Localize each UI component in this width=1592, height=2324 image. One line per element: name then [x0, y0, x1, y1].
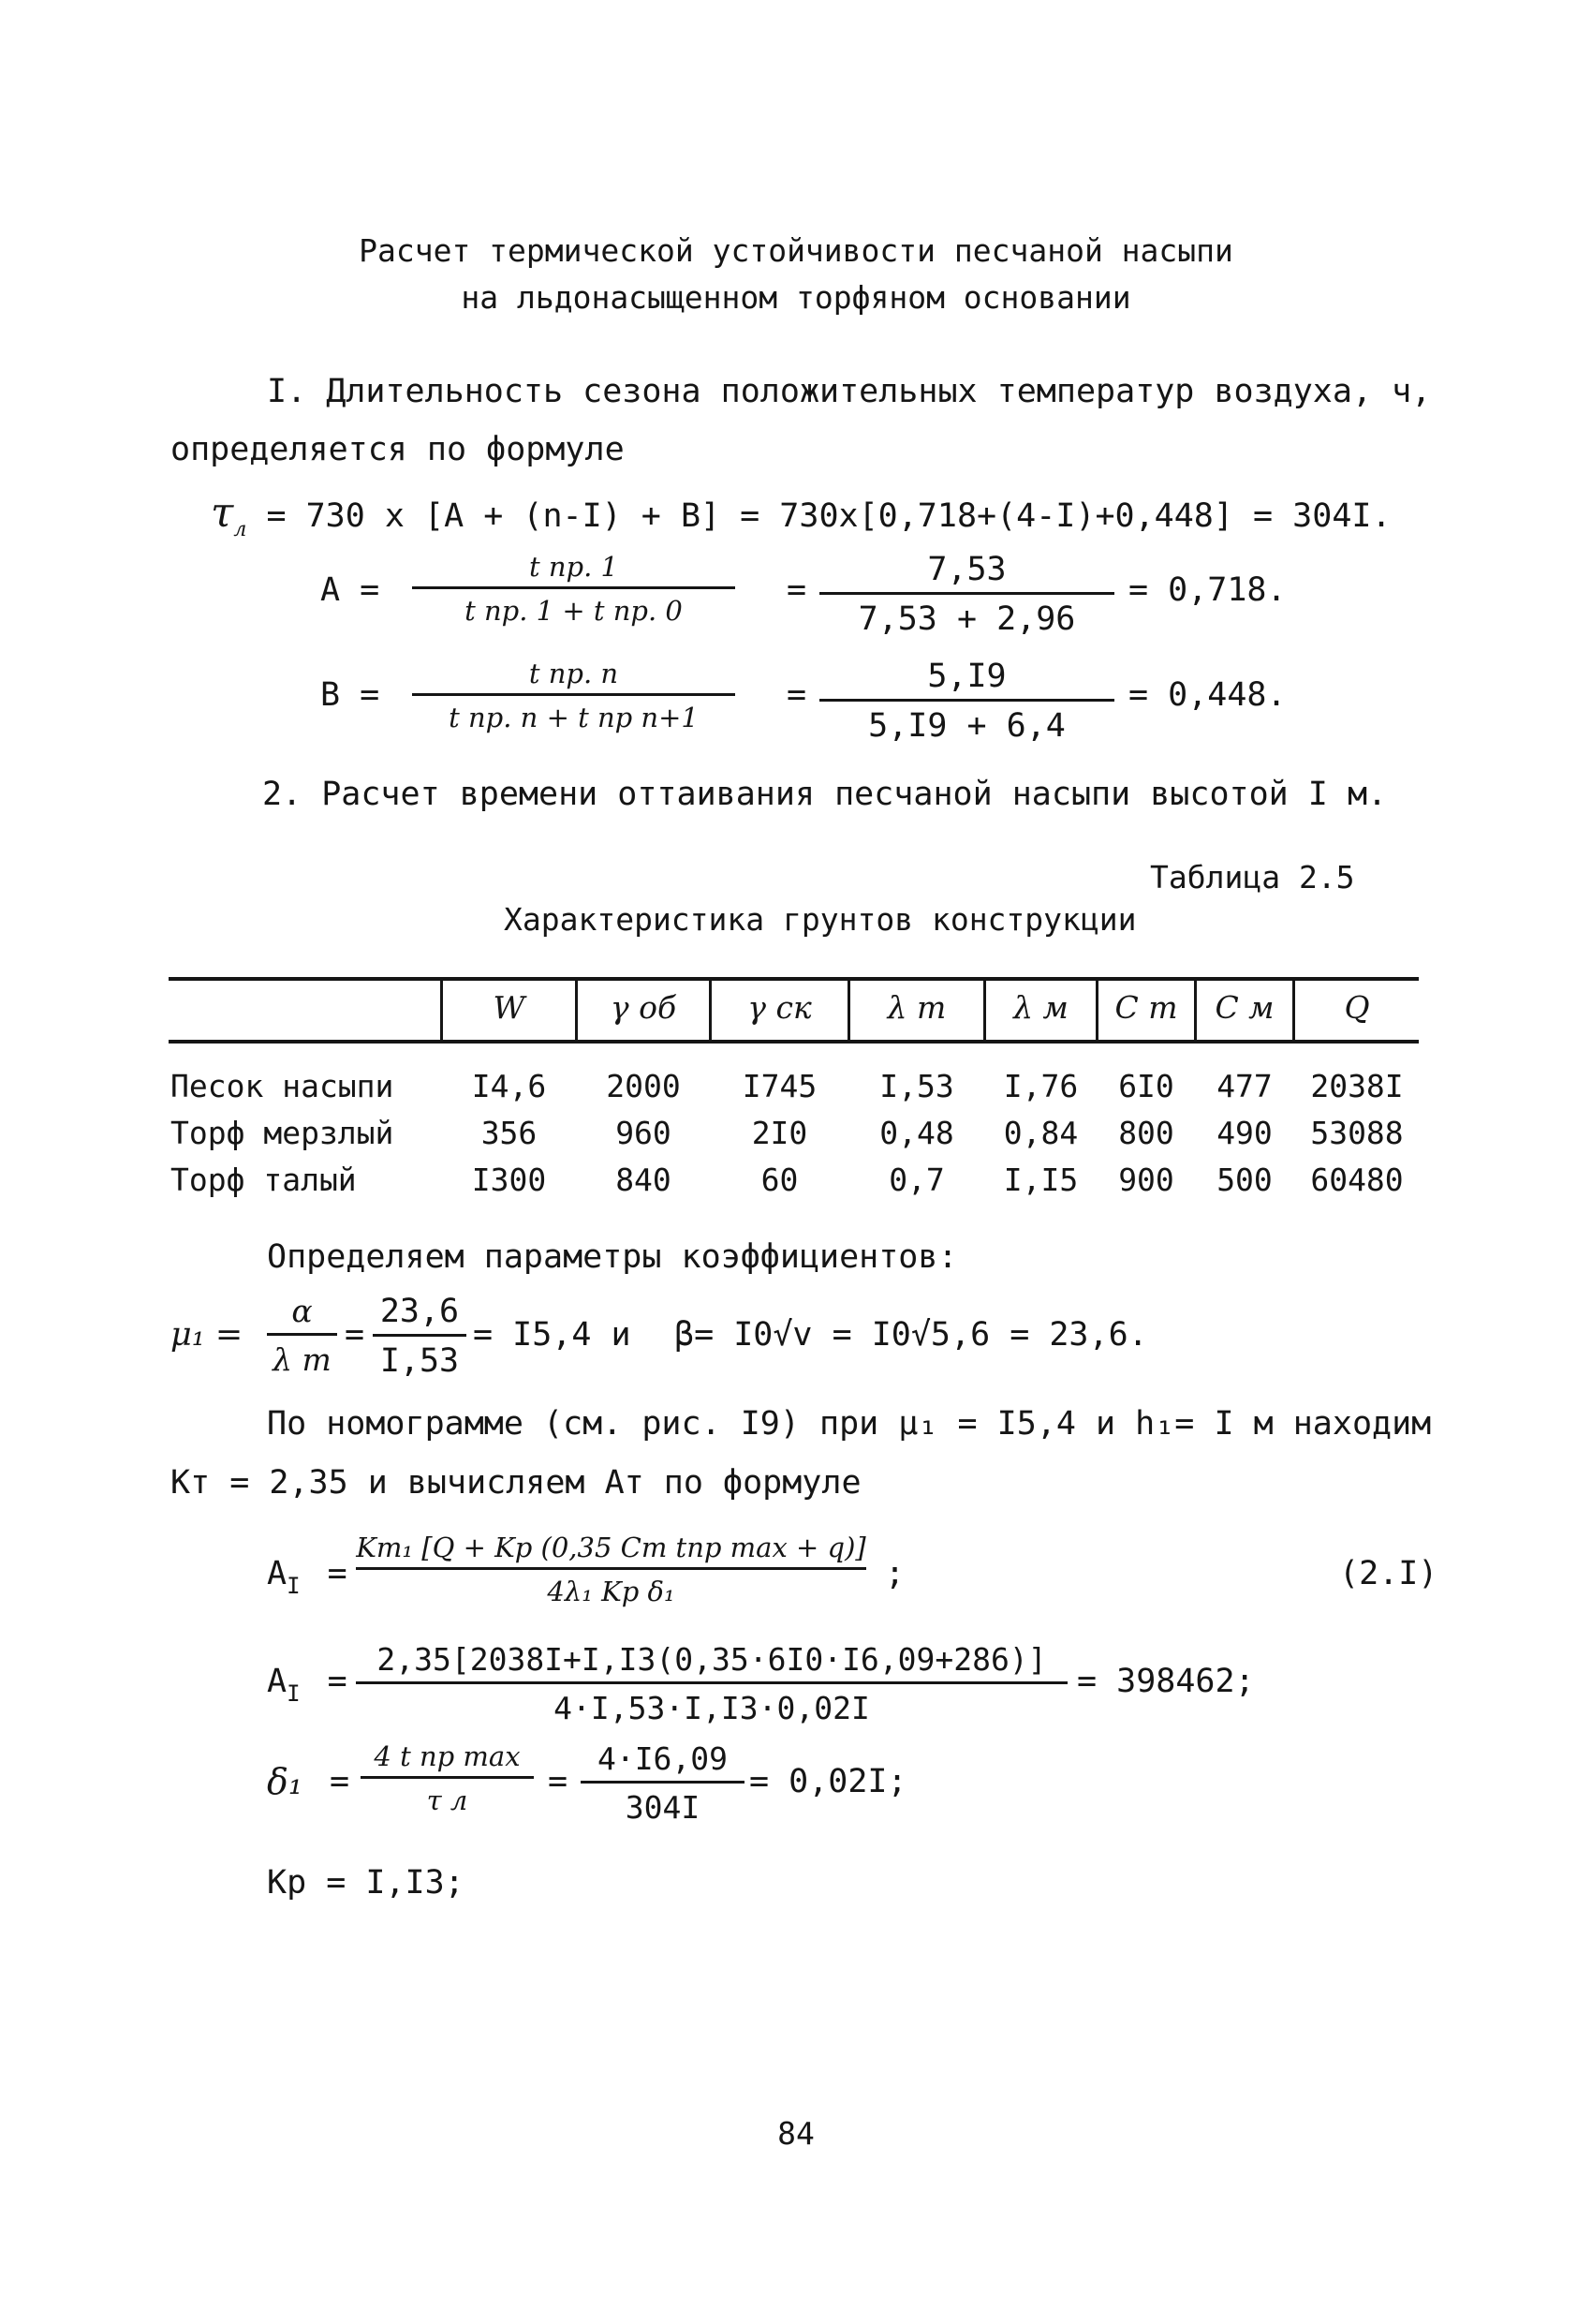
B-fraction-numeric: [819, 658, 1114, 745]
A1b-symbol: A: [267, 1663, 287, 1700]
table-cell: 2I0: [751, 1115, 808, 1151]
beta-formula: β= I0√v = I0√5,6 = 23,6.: [674, 1316, 1148, 1354]
A1-equals: =: [327, 1555, 347, 1592]
table-cell: 840: [615, 1162, 671, 1198]
delta-numerator-value: 4·I6,09: [597, 1740, 729, 1777]
A-numerator: t пр. 1: [528, 551, 618, 583]
table-header-cell: W: [493, 989, 525, 1026]
title-line-2: на льдонасыщенном торфяном основании: [461, 279, 1131, 316]
nomogram-line2: Kт = 2,35 и вычисляем Aт по формуле: [170, 1464, 862, 1502]
table-cell: 356: [480, 1115, 538, 1151]
A-denominator-value: 7,53 + 2,96: [858, 600, 1076, 638]
table-header-cell: λ т: [887, 989, 947, 1026]
B-equals: =: [787, 676, 807, 714]
table-cell: 477: [1216, 1068, 1273, 1104]
A1b-numerator: 2,35[2038I+I,I3(0,35·6I0·I6,09+286)]: [376, 1641, 1047, 1678]
B-fraction-symbolic: [412, 658, 735, 733]
A-numerator-value: 7,53: [927, 551, 1007, 588]
B-denominator-value: 5,I9 + 6,4: [868, 707, 1066, 745]
table-header-rule: [169, 1040, 1419, 1044]
tau-subscript: л: [233, 518, 247, 541]
tau-symbol: τ: [211, 489, 234, 537]
table-header-cell: γ ск: [747, 989, 812, 1026]
table-cell: 800: [1118, 1115, 1174, 1151]
section1-line1: I. Длительность сезона положительных температур воздуха, ч,: [267, 373, 1432, 410]
A-fraction-symbolic: [412, 551, 735, 627]
B-numerator: t пр. n: [528, 658, 619, 689]
table-cell: I300: [471, 1162, 547, 1198]
table-header-cell: γ об: [610, 989, 677, 1026]
A1-semicolon: ;: [885, 1555, 906, 1592]
mu-equals: =: [345, 1316, 365, 1354]
A1-numerator: Kт₁ [Q + Kр (0,35 Cт tпр max + q)]: [356, 1532, 866, 1563]
B-result: = 0,448.: [1128, 676, 1287, 714]
table-header-cell: λ м: [1013, 989, 1069, 1026]
table-row-name: Торф талый: [170, 1162, 357, 1198]
page-number: 84: [777, 2115, 815, 2152]
A1b-denominator: 4·I,53·I,I3·0,02I: [553, 1690, 870, 1726]
mu-denominator: λ т: [273, 1341, 332, 1378]
table-header-cell: C м: [1215, 989, 1275, 1026]
params-intro: Определяем параметры коэффициентов:: [267, 1238, 958, 1276]
title-line-1: Расчет термической устойчивости песчаной насыпи: [359, 232, 1233, 269]
mu-fraction-symbolic: [267, 1293, 337, 1378]
table-number: Таблица 2.5: [1150, 859, 1355, 896]
table-cell: 490: [1216, 1115, 1273, 1151]
A1b-result: = 398462;: [1077, 1663, 1255, 1700]
A-denominator: t пр. 1 + t пр. 0: [464, 595, 683, 627]
equation-number: (2.I): [1339, 1555, 1438, 1592]
mu-numerator: α: [291, 1293, 313, 1329]
table-cell: 60: [760, 1162, 799, 1198]
B-numerator-value: 5,I9: [927, 658, 1007, 695]
A1b-fraction-numeric: [356, 1641, 1068, 1726]
mu-numerator-value: 23,6: [379, 1293, 460, 1330]
table-cell: 0,7: [889, 1162, 945, 1198]
table-cell: 500: [1216, 1162, 1273, 1198]
delta-fraction-symbolic: [361, 1740, 534, 1816]
table-caption: Характеристика грунтов конструкции: [504, 901, 1137, 938]
A1-subscript: I: [287, 1573, 301, 1599]
section2-heading: 2. Расчет времени оттаивания песчаной насыпи высотой I м.: [262, 776, 1388, 813]
A1-fraction-symbolic: [356, 1532, 866, 1607]
kp-value: Kр = I,I3;: [267, 1864, 464, 1902]
A1-symbol: A: [267, 1555, 287, 1592]
delta-equals-2: =: [548, 1763, 568, 1800]
delta-equals: =: [330, 1763, 350, 1800]
table-cell: 900: [1118, 1162, 1174, 1198]
tau-expression: = 730 x [A + (n-I) + B] = 730x[0,718+(4-I)+0,448] = 304I.: [266, 497, 1392, 535]
delta-result: = 0,02I;: [749, 1763, 907, 1800]
table-cell: 0,48: [879, 1115, 954, 1151]
table-cell: I,76: [1003, 1068, 1079, 1104]
A1-denominator: 4λ₁ Kр δ₁: [547, 1576, 675, 1607]
table-cell: 6I0: [1118, 1068, 1174, 1104]
delta-denominator: τ л: [426, 1784, 468, 1816]
A-result: = 0,718.: [1128, 571, 1287, 609]
table-cell: I4,6: [471, 1068, 547, 1104]
table-cell: 60480: [1310, 1162, 1404, 1198]
table-row-name: Песок насыпи: [170, 1068, 394, 1104]
A1b-equals: =: [327, 1663, 347, 1700]
table-top-rule: [169, 977, 1419, 981]
mu-result: = I5,4 и: [473, 1316, 631, 1354]
mu-denominator-value: I,53: [379, 1342, 460, 1380]
table-header-cell: C т: [1114, 989, 1178, 1026]
B-denominator: t пр. n + t пр n+1: [449, 702, 699, 733]
table-cell: I,I5: [1003, 1162, 1079, 1198]
mu-fraction-numeric: [373, 1293, 466, 1380]
table-cell: 2000: [606, 1068, 681, 1104]
table-header-cell: Q: [1344, 989, 1370, 1026]
mu-label: μ₁ =: [170, 1316, 243, 1354]
delta-fraction-numeric: [581, 1740, 744, 1826]
A-equals: =: [787, 571, 807, 609]
section1-line2: определяется по формуле: [170, 431, 625, 468]
A1b-subscript: I: [287, 1680, 301, 1707]
delta-label: δ₁: [267, 1761, 303, 1802]
A-label: A =: [320, 571, 380, 609]
table-cell: I,53: [879, 1068, 954, 1104]
A1-label: [267, 1555, 347, 1599]
table-cell: I745: [742, 1068, 818, 1104]
table-cell: 0,84: [1003, 1115, 1079, 1151]
tau-formula: [211, 489, 1392, 541]
delta-denominator-value: 304I: [625, 1789, 700, 1826]
B-label: B =: [320, 676, 380, 714]
A-fraction-numeric: [819, 551, 1114, 638]
table-cell: 960: [615, 1115, 671, 1151]
table-row-name: Торф мерзлый: [170, 1115, 394, 1151]
table-cell: 2038I: [1310, 1068, 1404, 1104]
A1b-label: [267, 1663, 347, 1707]
table-cell: 53088: [1310, 1115, 1404, 1151]
nomogram-line1: По номограмме (см. рис. I9) при μ₁ = I5,4 и h₁= I м находим: [267, 1405, 1432, 1443]
delta-numerator: 4 t пр max: [374, 1740, 521, 1772]
